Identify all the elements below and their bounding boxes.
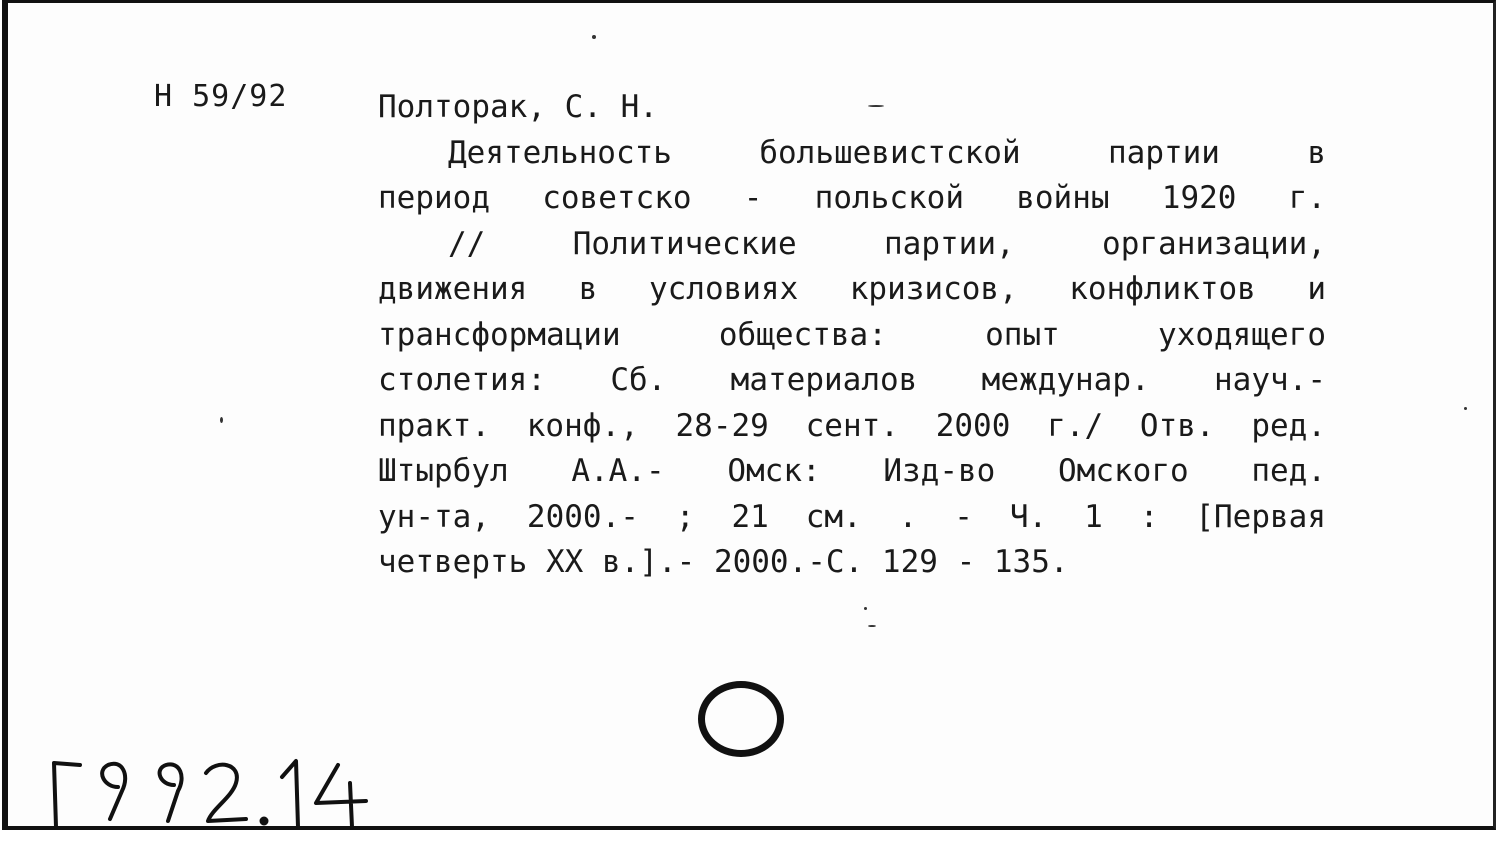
handwritten-classification-mark (46, 757, 376, 831)
entry-line: Деятельность большевистской партии в (448, 134, 1326, 171)
scan-speck (592, 35, 596, 39)
entry-line: период советско - польской войны 1920 г. (378, 180, 1326, 216)
entry-line: // Политические партии, организации, (448, 225, 1326, 262)
entry-line: практ. конф., 28-29 сент. 2000 г./ Отв. ред. (378, 407, 1326, 444)
bibliographic-entry (378, 85, 1326, 586)
scan-speck (864, 607, 867, 610)
entry-line: Штырбул А.А.- Омск: Изд-во Омского пед. (378, 453, 1326, 489)
entry-line: движения в условиях кризисов, конфликтов и (378, 271, 1326, 307)
punch-hole (698, 681, 784, 757)
entry-line: трансформации общества: опыт уходящего (378, 316, 1326, 353)
scan-speck (220, 417, 223, 423)
shelfmark: Н 59/92 (154, 79, 288, 114)
scan-speck (868, 105, 884, 107)
entry-line: ун-та, 2000.- ; 21 см. . - Ч. 1 : [Первая (378, 498, 1326, 535)
entry-line: четверть XX в.].- 2000.-С. 129 - 135. (378, 544, 1069, 580)
scan-speck (1464, 407, 1467, 410)
author-line: Полторак, С. Н. (378, 89, 658, 125)
scan-speck (868, 625, 876, 627)
entry-line: столетия: Сб. материалов междунар. науч.- (378, 362, 1326, 398)
catalog-card (2, 0, 1496, 830)
